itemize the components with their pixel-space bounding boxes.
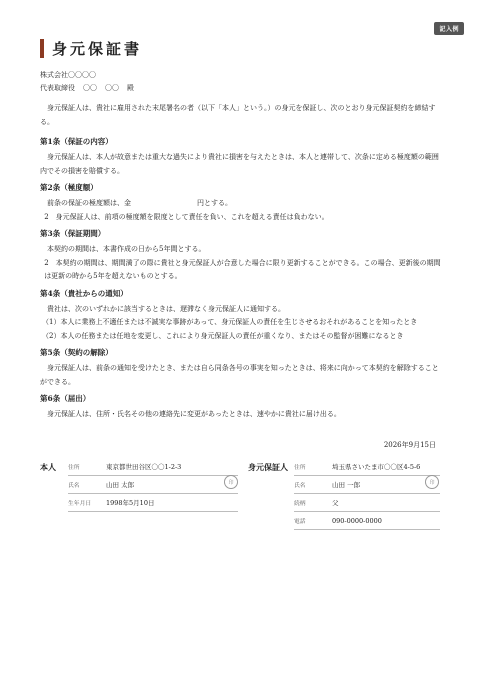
- field-value: 山田 一郎: [332, 481, 361, 489]
- article-line: [40, 197, 444, 211]
- article-item: [40, 211, 444, 225]
- rep-name-2: 〇〇: [105, 84, 119, 92]
- article-heading: 第5条（契約の解除）: [40, 348, 113, 357]
- addressee-company: 株式会社〇〇〇〇: [40, 71, 96, 79]
- rep-title: 代表取締役: [40, 84, 75, 92]
- articles: [40, 136, 444, 426]
- item-mark: （1）: [42, 318, 61, 326]
- principal-row-address: [68, 458, 238, 476]
- document-date: 2026年9月15日: [383, 441, 436, 449]
- field-value: 父: [332, 499, 339, 507]
- field-key: 氏名: [68, 483, 80, 489]
- item-text: 本人の任務または任地を変更し、これにより身元保証人の責任が重くなり、またはその監督が困難になるとき: [60, 331, 404, 340]
- item-mark: （2）: [42, 331, 61, 340]
- field-key: 住所: [294, 465, 306, 471]
- principal-table: [68, 458, 238, 512]
- article-3: [40, 228, 444, 284]
- article-heading: 第1条（保証の内容）: [40, 137, 113, 146]
- list-item: [40, 316, 444, 330]
- article-heading: 第3条（保証期間）: [40, 229, 106, 238]
- seal-mark-icon: 印: [224, 475, 238, 489]
- field-value: 埼玉県さいたま市〇〇区4-5-6: [332, 463, 421, 471]
- field-key: 氏名: [294, 483, 306, 489]
- list-item: [40, 330, 444, 344]
- item-text: 本人に業務上不適任または不誠実な事跡があって、身元保証人の責任を生じさせるおそれがあることを知ったとき: [60, 318, 418, 326]
- guarantor-row-phone: [294, 512, 440, 530]
- field-key: 続柄: [294, 501, 306, 507]
- principal-row-name: [68, 476, 238, 494]
- guarantor-table: [294, 458, 440, 530]
- field-key: 住所: [68, 465, 80, 471]
- sample-badge: 記入例: [434, 22, 464, 35]
- article-line: 本契約の期間は、本書作成の日から5年間とする。: [47, 245, 206, 253]
- article-4: [40, 288, 444, 344]
- guarantor-label: 身元保証人: [248, 462, 288, 472]
- guarantor-row-name: [294, 476, 440, 494]
- title-accent-bar: [40, 39, 44, 58]
- principal-row-birthdate: [68, 494, 238, 512]
- article-heading: 第4条（貴社からの通知）: [40, 288, 128, 298]
- item-number: 2: [44, 258, 49, 267]
- seal-mark-icon: 印: [425, 475, 439, 489]
- principal-label: 本人: [40, 462, 56, 472]
- article-line: 貴社は、次のいずれかに該当するときは、遅滞なく身元保証人に通知する。: [47, 304, 285, 313]
- field-key: 生年月日: [68, 501, 92, 507]
- limit-text-pre: 前条の保証の極度額は、金: [47, 199, 131, 207]
- limit-text-post: 円とする。: [197, 199, 232, 207]
- article-1: [40, 136, 444, 178]
- field-value: 1998年5月10日: [106, 499, 155, 507]
- article-body: 身元保証人は、住所・氏名その他の連絡先に変更があったときは、速やかに貴社に届け出る。: [47, 410, 341, 418]
- document-title: 身元保証書: [52, 40, 143, 58]
- item-text: 本契約の期間は、期間満了の際に貴社と身元保証人が合意した場合に限り更新することができる。この場合、更新後の期間は更新の時から5年を超えないものとする。: [44, 258, 441, 280]
- intro-paragraph: 身元保証人は、貴社に雇用された末尾署名の者（以下「本人」という。）の身元を保証し、次のとおり身元保証契約を締結する。: [40, 104, 436, 126]
- field-value: 東京都世田谷区〇〇1-2-3: [106, 463, 182, 471]
- addressee-representative: [40, 82, 134, 95]
- article-5: [40, 347, 444, 389]
- field-value: 090-0000-0000: [332, 516, 382, 525]
- honorific: 殿: [127, 84, 134, 92]
- guarantor-row-relation: [294, 494, 440, 512]
- article-heading: 第6条（届出）: [40, 394, 91, 403]
- article-item: [40, 257, 444, 284]
- article-2: [40, 182, 444, 224]
- rep-name-1: 〇〇: [83, 84, 97, 92]
- field-value: 山田 太郎: [106, 481, 135, 489]
- guarantor-row-address: [294, 458, 440, 476]
- article-body: 身元保証人は、本人が故意または重大な過失により貴社に損害を与えたときは、本人と連帯して、次条に定める極度額の範囲内でその損害を賠償する。: [40, 153, 439, 175]
- title-block: [40, 38, 142, 59]
- article-heading: 第2条（極度額）: [40, 183, 98, 192]
- article-6: [40, 393, 444, 422]
- item-number: 2: [44, 212, 49, 221]
- field-key: 電話: [294, 519, 306, 525]
- article-body: 身元保証人は、前条の通知を受けたとき、または自ら同条各号の事実を知ったときは、将来に向かって本契約を解除することができる。: [40, 364, 439, 386]
- item-text: 身元保証人は、前項の極度額を限度として責任を負い、これを超える責任は負わない。: [55, 212, 329, 221]
- addressee: [40, 69, 134, 95]
